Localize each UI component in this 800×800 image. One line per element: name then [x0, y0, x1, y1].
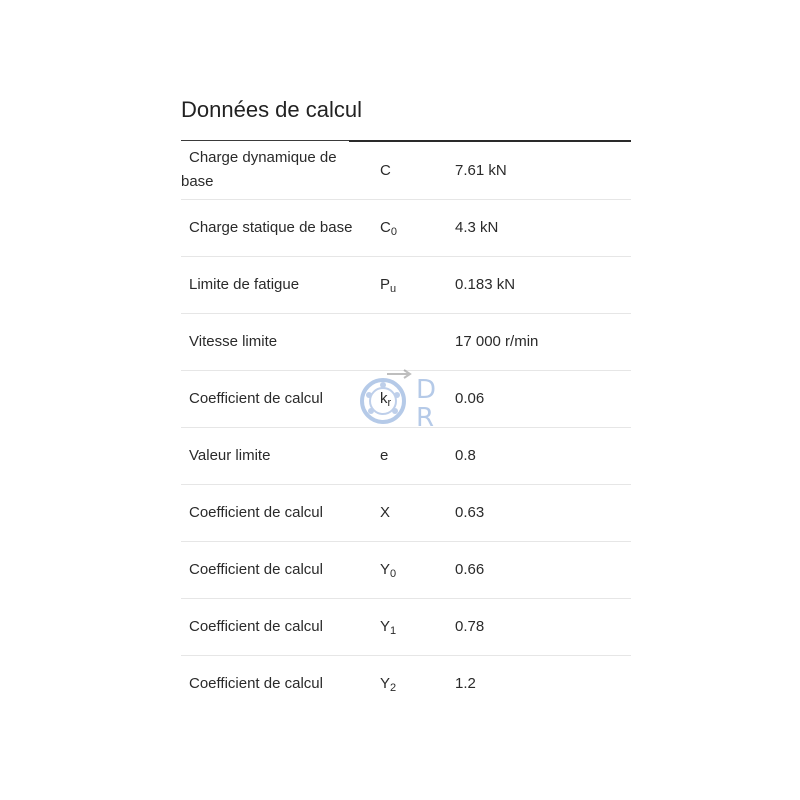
parameter-value: 0.63 [455, 504, 485, 521]
parameter-label: Vitesse limite [189, 332, 278, 350]
parameter-label: Coefficient de calcul [189, 389, 323, 407]
parameter-value: 4.3 kN [455, 219, 499, 236]
symbol-base: Y [380, 618, 391, 635]
symbol-subscript: 0 [390, 568, 397, 580]
symbol-subscript: 1 [390, 625, 397, 637]
bearing-icon [362, 370, 410, 422]
symbol-base: C [380, 161, 391, 179]
parameter-symbol [361, 256, 436, 313]
header-rule [181, 140, 631, 142]
table-row [181, 541, 631, 598]
svg-text:R: R [416, 403, 435, 430]
symbol-subscript: 0 [390, 226, 397, 238]
symbol-subscript: r [387, 397, 392, 409]
symbol-base: Y [380, 561, 391, 578]
svg-text:D: D [416, 375, 437, 405]
table-row [181, 142, 631, 199]
symbol-base: Y [380, 675, 391, 693]
parameter-label: Coefficient de calcul [189, 617, 323, 635]
parameter-label: Charge dynamique de base [181, 149, 337, 191]
parameter-value: 1.2 [455, 675, 476, 693]
parameter-symbol [361, 427, 436, 484]
table-row [181, 313, 631, 370]
symbol-base: C [380, 219, 391, 236]
symbol-base: X [380, 504, 391, 521]
table-row [181, 598, 631, 655]
parameter-label: Coefficient de calcul [189, 560, 323, 578]
symbol-subscript: 2 [390, 682, 397, 695]
table-row [181, 199, 631, 256]
table-row [181, 484, 631, 541]
symbol-base: P [380, 276, 391, 293]
parameter-symbol [361, 655, 436, 712]
table-row [181, 655, 631, 712]
table-row [181, 256, 631, 313]
parameter-value: 0.66 [455, 561, 485, 578]
parameter-label: Coefficient de calcul [189, 674, 323, 692]
parameter-symbol [361, 142, 436, 199]
table-row [181, 427, 631, 484]
parameter-value: 0.78 [455, 618, 485, 635]
parameter-label: Valeur limite [189, 446, 271, 464]
symbol-base: e [380, 447, 389, 464]
symbol-base: k [380, 390, 388, 407]
parameter-symbol [361, 199, 436, 256]
watermark-logo [360, 368, 440, 430]
parameter-label: Charge statique de base [189, 218, 353, 236]
parameter-symbol [361, 484, 436, 541]
parameter-label: Limite de fatigue [189, 275, 300, 293]
parameter-value: 0.8 [455, 447, 476, 464]
header-rule-thin [181, 140, 349, 141]
parameter-value: 17 000 r/min [455, 333, 539, 350]
parameter-value: 7.61 kN [455, 161, 507, 179]
parameter-symbol [361, 541, 436, 598]
parameter-value: 0.06 [455, 390, 485, 407]
section-title: Données de calcul [181, 97, 363, 122]
parameter-label: Coefficient de calcul [189, 503, 323, 521]
parameter-value: 0.183 kN [455, 276, 516, 293]
symbol-subscript: u [390, 283, 397, 295]
parameter-symbol [361, 598, 436, 655]
header-rule-thick [349, 140, 631, 142]
parameter-symbol [361, 313, 436, 370]
